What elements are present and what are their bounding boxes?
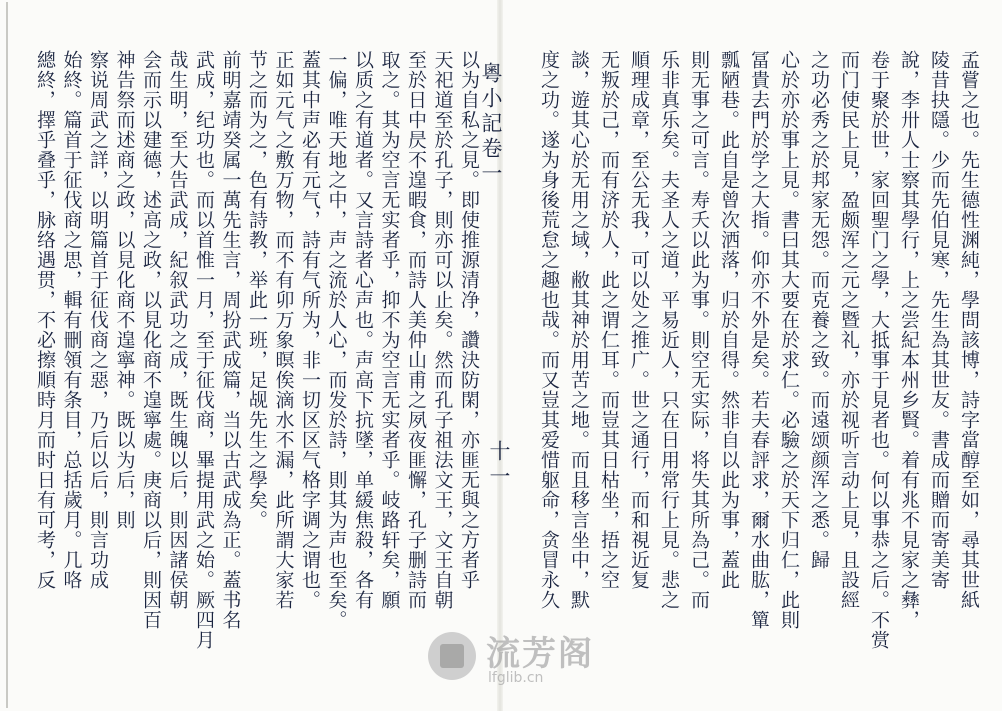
text-column: 武成，纪功也。而以首惟一月，至于征伐商，畢提用武之始。厥四月 (193, 50, 215, 650)
text-column: 度之功。遂为身後荒怠之趣也哉。而又豈其爱惜躯命，贪冒永久 (538, 50, 560, 610)
text-column: 天祀道至於孔子，則亦可以止矣。然而孔子祖法文王，文王自朝 (431, 50, 454, 610)
text-column: 哉生明，至大告武成，紀叙武功之成，既生魄以后，則因諸侯朝 (166, 50, 189, 610)
text-column: 總終，擇乎叠乎，脉络遇贯，不必擦順時月而时日有可考，反 (34, 50, 56, 590)
text-column: 心於亦於事上見。書曰其大要在於求仁。必驗之於天下归仁，此則 (778, 50, 800, 630)
text-column: 正如元气之敷万物，而不有卯万象暝俟滴水不漏，此所謂大家若 (272, 50, 295, 610)
text-column: 始終。篇首于征伐商之思，輯有刪領有条目，总括歲月。几咯 (60, 50, 83, 590)
page-number: 十一 (487, 440, 511, 490)
text-column: 之功必秀之於邦家无怨。而克養之致。而遠颂颜浑之悉。歸 (808, 50, 830, 570)
watermark-site-url: lfglib.cn (488, 670, 544, 686)
page-edge-line (6, 2, 8, 708)
text-column: 以为自私之見。即使推源清净，讚決防閑，亦匪无與之方者乎 (458, 50, 480, 590)
text-column: 至於日中昃不遑暇食，而詩人美仲山甫之夙夜匪懈，孔子删詩而 (405, 50, 427, 610)
text-column: 說，李卅人士察其學行，上之尝紀本州乡賢。着有兆不見家之彝， (898, 50, 920, 630)
text-column: 以质之有道者。又言詩者心声也。声高下抗墜，单緩焦殺，各有 (352, 50, 374, 610)
text-column: 冨貴去門於学之大指。仰亦不外是矣。若夫春評求，爾水曲肱，簞 (748, 50, 770, 630)
text-column: 談，遊其心於无用之域，敝其神於用苦之地。而且移言坐中，默 (568, 50, 590, 610)
text-column: 卷于聚於世，家回聖门之學，大抵事于見者也。何以事恭之后。不赏 (868, 50, 890, 650)
right-page (500, 0, 1002, 711)
text-column: 瓢陋巷。此自是曾次洒落，归於自得。然非自以此为事，蓋此 (718, 50, 740, 590)
text-column: 順理成章，至公无我，可以处之推广。世之通行，而和視近复 (628, 50, 650, 590)
text-column: 取之。其为空言无实者乎，抑不为空言无实者乎。岐路轩矣，願 (378, 50, 401, 610)
text-column: 蓋其中声必有元气，詩有气所为，非一切区区气格字调之谓也。 (299, 50, 321, 610)
text-column: 察说周武之詳，以明篇首于征伐商之惡，乃后以后，則言功成 (87, 50, 109, 590)
text-column: 神告祭而述商之政，以見化商不遑寧神。既以为后，則 (113, 50, 136, 530)
text-column: 陵昔抉隱。少而先伯見寒，先生為其世友。書成而贈而寄美寄 (928, 50, 950, 590)
text-column: 一偏，唯天地之中，声之流於人心，而发於詩，則其为声也至矣。 (325, 50, 348, 630)
text-column: 节之而为之，色有詩教，举此一班，足觇先生之學矣。 (246, 50, 268, 530)
watermark-seal-icon (428, 632, 476, 680)
text-column: 則无事之可言。寿夭以此为事。則空无实际，将失其所為己。而 (688, 50, 710, 610)
book-title: 粵小記卷一 (479, 62, 503, 187)
text-column: 无叛於己，而有济於人，此之谓仁耳。而豈其日枯坐，捂之空 (598, 50, 620, 590)
text-column: 会而示以建德，述高之政，以見化商不遑寧處。庚商以后，則因百 (140, 50, 162, 630)
text-column: 孟嘗之也。先生德性渊純，學問該博，詩字當醇至如，尋其世紙 (958, 50, 980, 610)
text-column: 前明嘉靖癸属一萬先生言，周扮武成篇，当以古武成為正。蓋书名 (219, 50, 242, 630)
text-column: 乐非真乐矣。夫圣人之道，平易近人，只在日用常行上見。悲之 (658, 50, 680, 610)
text-column: 而门使民上見，盈颇浑之元之暨礼，亦於视听言动上見，且設經 (838, 50, 860, 610)
left-page (0, 0, 500, 711)
watermark-logo (428, 626, 628, 696)
watermark-site-name: 流芳阁 (486, 634, 594, 674)
